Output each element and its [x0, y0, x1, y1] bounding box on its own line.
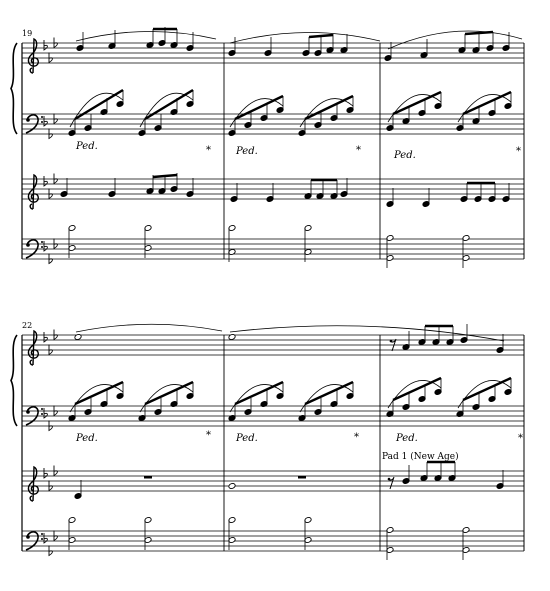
- rest-dot: [390, 340, 393, 343]
- pedal-mark: Ped.: [394, 150, 416, 161]
- flat-sign: [54, 174, 57, 184]
- pedal-mark: Ped.: [76, 141, 98, 152]
- bass-clef-dot: [41, 538, 43, 540]
- flat-sign: [44, 408, 47, 418]
- flat-sign: [54, 239, 57, 249]
- flat-sign: [49, 421, 52, 431]
- pedal-release: *: [206, 145, 211, 156]
- flat-sign: [44, 116, 47, 126]
- bass-clef-dot: [41, 241, 43, 243]
- flat-sign: [44, 241, 47, 251]
- brace: [11, 43, 17, 134]
- pedal-mark: Ped.: [236, 146, 258, 157]
- flat-sign: [54, 38, 57, 48]
- beam: [153, 175, 177, 177]
- slur: [230, 32, 380, 43]
- slur: [300, 99, 353, 127]
- flat-sign: [49, 345, 52, 355]
- bass-clef-dot: [41, 408, 43, 410]
- flat-sign: [54, 330, 57, 340]
- pedal-release: *: [354, 432, 359, 443]
- slur: [140, 384, 193, 412]
- slur: [76, 324, 222, 332]
- bass-clef-dot: [41, 116, 43, 118]
- flat-sign: [49, 546, 52, 556]
- rest-dot: [388, 478, 391, 481]
- measure-number-22: 22: [22, 321, 33, 330]
- flat-sign: [54, 114, 57, 124]
- pedal-release: *: [206, 430, 211, 441]
- flat-sign: [54, 406, 57, 416]
- flat-sign: [44, 332, 47, 342]
- slur: [230, 384, 283, 412]
- slur: [300, 384, 353, 412]
- slur: [76, 31, 216, 41]
- slur: [458, 380, 511, 408]
- flat-sign: [44, 468, 47, 478]
- flat-sign: [54, 466, 57, 476]
- treble-clef-icon: [28, 39, 38, 73]
- pedal-release: *: [516, 146, 521, 157]
- pedal-release: *: [518, 433, 523, 444]
- bass-clef-dot: [26, 535, 30, 539]
- slur: [388, 31, 522, 49]
- treble-clef-icon: [28, 331, 38, 365]
- slur: [70, 384, 123, 412]
- pedal-mark: Ped.: [236, 433, 258, 444]
- measure-number-19: 19: [22, 29, 33, 38]
- treble-clef-icon: [28, 467, 38, 501]
- flat-sign: [49, 129, 52, 139]
- bass-clef-dot: [41, 121, 43, 123]
- bass-clef-dot: [26, 410, 30, 414]
- whole-rest: [298, 476, 306, 479]
- flat-sign: [49, 254, 52, 264]
- slur: [230, 99, 283, 127]
- pedal-mark: Ped.: [396, 433, 418, 444]
- whole-rest: [144, 476, 152, 479]
- slur: [458, 94, 511, 122]
- treble-clef-icon: [28, 175, 38, 209]
- flat-sign: [49, 189, 52, 199]
- bass-clef-dot: [26, 243, 30, 247]
- bass-clef-dot: [26, 118, 30, 122]
- bass-clef-dot: [41, 246, 43, 248]
- brace: [11, 335, 17, 426]
- flat-sign: [44, 40, 47, 50]
- note-head: [228, 483, 236, 490]
- slur: [388, 94, 441, 122]
- note-head: [74, 334, 82, 341]
- instrument-label-pad1: Pad 1 (New Age): [382, 452, 459, 462]
- note-head: [228, 334, 236, 341]
- slur: [70, 93, 123, 127]
- slur: [388, 380, 441, 408]
- bass-clef-dot: [41, 413, 43, 415]
- bass-clef-dot: [41, 533, 43, 535]
- pedal-release: *: [356, 145, 361, 156]
- flat-sign: [49, 481, 52, 491]
- flat-sign: [49, 53, 52, 63]
- flat-sign: [44, 176, 47, 186]
- flat-sign: [44, 533, 47, 543]
- beam: [309, 35, 333, 37]
- pedal-mark: Ped.: [76, 433, 98, 444]
- flat-sign: [54, 531, 57, 541]
- slur: [140, 93, 193, 127]
